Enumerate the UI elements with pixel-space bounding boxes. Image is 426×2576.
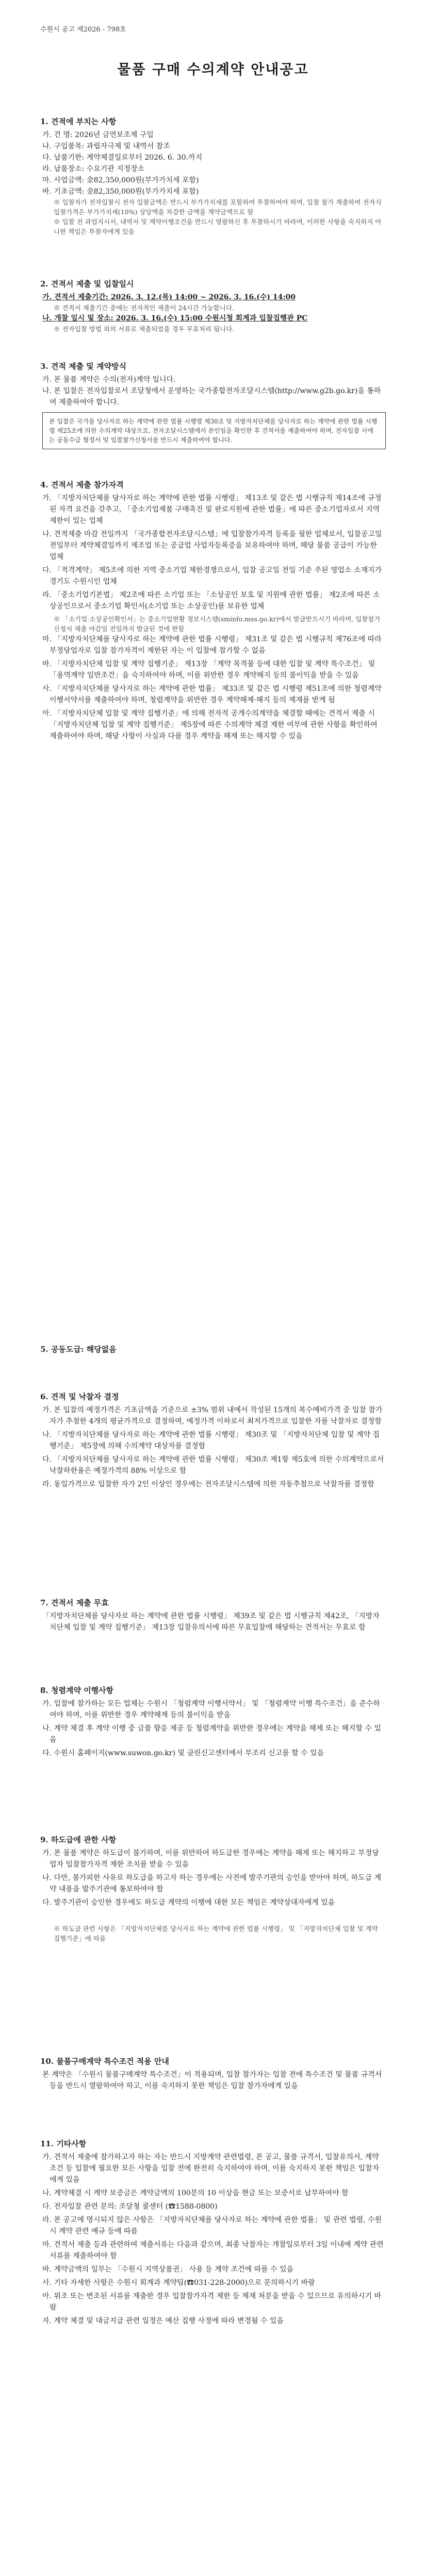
paragraph: 다. 수원시 홈페이지(www.suwon.go.kr) 및 클린신고센터에서 부조리 신고를 할 수 있음: [42, 1749, 324, 1757]
paragraph: 가. 입찰에 참가하는 모든 업체는 수원시 「청렴계약 이행서약서」 및 「청렴계약 이행 특수조건」을 준수하여야 하며, 이를 위반한 경우 계약해제 등의 불이익을 받음: [42, 1700, 380, 1719]
section-10: [40, 2056, 386, 2094]
paragraph: 다. 「지방자치단체를 당사자로 하는 계약에 관한 법률 시행령」 제30조 제1항 제5호에 의한 수의계약으로서 낙찰하한율은 예정가격의 88% 이상으로 함: [42, 1455, 384, 1475]
section-heading: 2. 견적서 제출 및 입찰일시: [40, 279, 134, 289]
paragraph: 본 계약은 「수원시 물품구매계약 특수조건」이 적용되며, 입찰 참가자는 입찰 전에 특수조건 및 물품 규격서 등을 반드시 열람하여야 하고, 이를 숙지하지 못한 책임은 입찰 참가자에게 있음: [42, 2071, 382, 2090]
paragraph: 아. 「지방자치단체 입찰 및 계약 집행기준」에 의해 전자적 공개수의계약을 체결할 때에는 견적서 제출 시 「지방자치단체 입찰 및 계약 집행기준」 제5장에 따른 수의계약 체결 제한 여부에 관한 사항을 확인하여 제출하여야 하며, 해당 사항이 사실과 다를 경우 계약을 해제 또는 해지할 수 있음: [42, 709, 378, 740]
opening-datetime: 나. 개찰 일시 및 장소: 2026. 3. 16.(수) 15:00 수원시청 회계과 입찰집행관 PC: [42, 314, 308, 323]
section-5: [40, 1344, 386, 1357]
section-heading: 10. 물품구매계약 특수조건 적용 안내: [40, 2057, 169, 2066]
paragraph: 사. 「지방자치단체를 당사자로 하는 계약에 관한 법률」 제33조 및 같은 법 시행령 제51조에 의한 청렴계약 이행서약서를 제출하여야 하며, 청렴계약을 위반한 경우 계약해제·해지 등의 제재를 받게 됨: [42, 685, 382, 704]
note-text: ※ 전자입찰 방법 외의 서류로 제출되었을 경우 무효처리 됩니다.: [54, 325, 235, 333]
section-4: [40, 479, 386, 744]
section-heading: 5. 공동도급: 해당없음: [40, 1345, 117, 1354]
paragraph: 사. 기타 자세한 사항은 수원시 회계과 계약팀(☎031-228-2000)으로 문의하시기 바람: [42, 2279, 315, 2287]
paragraph: 가. 견적서 제출에 참가하고자 하는 자는 반드시 지방계약 관련법령, 본 공고, 물품 규격서, 입찰유의서, 계약조건 등 입찰에 필요한 모든 사항을 입찰 전에 완전히 숙지하여야 하며, 이를 숙지하지 못한 책임은 입찰자에게 있음: [42, 2153, 380, 2184]
paragraph: 라. 동일가격으로 입찰한 자가 2인 이상인 경우에는 전자조달시스템에 의한 자동추첨으로 낙찰자를 결정함: [42, 1480, 374, 1488]
section-1: [40, 116, 386, 236]
section-11: [40, 2138, 386, 2329]
section-7: [40, 1597, 386, 1635]
section-6: [40, 1391, 386, 1492]
section-heading: 4. 견적서 제출 참가자격: [40, 480, 124, 489]
paragraph: 다. 「적격계약」 제5조에 의한 지역 중소기업 제한경쟁으로서, 입찰 공고일 전일 기준 주된 영업소 소재지가 경기도 수원시인 업체: [42, 566, 382, 586]
paragraph: 나. 계약 체결 후 계약 이행 중 금품 향응 제공 등 청렴계약을 위반한 경우에는 계약을 해제 또는 해지할 수 있음: [42, 1724, 382, 1744]
section-2: [40, 278, 386, 334]
note-text: ※ 입찰 전 과업지시서, 내역서 및 계약이행조건을 반드시 열람하신 후 투찰하시기 바라며, 이러한 사항을 숙지하지 아니한 책임은 투찰자에게 있음: [54, 218, 382, 235]
paragraph: 자. 계약 체결 및 대금지급 관련 일정은 예산 집행 사정에 따라 변경될 수 있음: [42, 2317, 284, 2325]
paragraph: 라. 본 공고에 명시되지 않은 사항은 「지방자치단체를 당사자로 하는 계약에 관한 법률」 및 관련 법령, 수원시 계약 관련 예규 등에 따름: [42, 2216, 382, 2235]
paragraph: 「지방자치단체를 당사자로 하는 계약에 관한 법률 시행령」 제39조 및 같은 법 시행규칙 제42조, 「지방자치단체 입찰 및 계약 집행기준」 제13장 입찰유의서에 따른 무효입찰에 해당하는 견적서는 무효로 함: [42, 1612, 380, 1632]
paragraph: 다. 전자입찰 관련 문의: 조달청 콜센터 (☎1588-0800): [42, 2202, 218, 2211]
section-3: [40, 361, 386, 452]
paragraph: 마. 견적서 제출 등과 관련하여 제출서류는 다음과 같으며, 최종 낙찰자는 개찰일로부터 3일 이내에 계약 관련 서류를 제출하여야 함: [42, 2241, 384, 2260]
section-8: [40, 1685, 386, 1761]
note-text: ※ 입찰자가 전자입찰시 전자 입찰금액은 반드시 부가가치세를 포함하여 투찰하여야 하며, 입찰 참가 제출하여 전자식 입찰가격은 부가가치세(10%) 상당액을 차감한 금액을 계약금액으로 함: [54, 198, 382, 216]
paragraph: 나. 견적제출 마감 전일까지 「국가종합전자조달시스템」에 입찰참가자격 등록을 필한 업체로서, 입찰공고일 전일부터 계약체결일까지 제조업 또는 공급업 사업자등록증을 보유하여야 하며, 해당 물품 공급이 가능한 업체: [42, 530, 382, 561]
paragraph: 나. 계약체결 시 계약 보증금은 계약금액의 100분의 10 이상을 현금 또는 보증서로 납부하여야 함: [42, 2189, 349, 2197]
note-text: ※ 「소기업·소상공인확인서」는 중소기업현황 정보시스템(sminfo.mss.go.kr)에서 발급받으시기 바라며, 입찰참가신청서 제출 마감일 전일까지 발급된 것에 한함: [54, 615, 381, 633]
section-heading: 6. 견적 및 낙찰자 결정: [40, 1392, 119, 1401]
paragraph: 가. 본 물품 계약은 하도급이 불가하며, 이를 위반하여 하도급한 경우에는 계약을 해제 또는 해지하고 부정당업자 입찰참가자격 제한 조치를 받을 수 있음: [42, 1849, 379, 1869]
list-item: 나. 본 입찰은 전자입찰로서 조달청에서 운영하는 국가종합전자조달시스템(http://www.g2b.go.kr)을 통하여 제출하여야 합니다.: [42, 387, 381, 406]
list-item: 마. 사업금액: 金82,350,000원(부가가치세 포함): [42, 176, 199, 184]
submission-period: 가. 견적서 제출기간: 2026. 3. 12.(목) 14:00 ~ 2026. 3. 16.(수) 14:00: [42, 293, 296, 301]
section-heading: 8. 청렴계약 이행사항: [40, 1686, 114, 1695]
section-heading: 9. 하도급에 관한 사항: [40, 1835, 117, 1844]
notice-box: 본 입찰은 국가를 당사자로 하는 계약에 관한 법률 시행령 제30조 및 지방자치단체를 당사자로 하는 계약에 관한 법률 시행령 제25조에 의한 수의계약 대상으로, 전자조달시스템에서 본인임을 확인한 후 견적서를 제출하여야 하며, 전자입찰 시에는 공동수급 협정서 및 입찰참가신청서를 반드시 제출하여야 합니다.: [42, 412, 386, 449]
section-heading: 7. 견적서 제출 무효: [40, 1598, 109, 1607]
list-item: 라. 납품장소: 수요기관 지정장소: [42, 165, 145, 173]
page-title: 물품 구매 수의계약 안내공고: [117, 62, 309, 78]
paragraph: 다. 발주기관이 승인한 경우에도 하도급 계약의 이행에 대한 모든 책임은 계약상대자에게 있음: [42, 1899, 335, 1907]
note-text: ※ 견적서 제출기간 중에는 전자적인 제출이 24시간 가능합니다.: [54, 304, 234, 312]
section-heading: 3. 견적 제출 및 계약방식: [40, 362, 126, 371]
note-text: ※ 하도급 관련 사항은 「지방자치단체를 당사자로 하는 계약에 관한 법률 시행령」 및 「지방자치단체 입찰 및 계약 집행기준」에 따름: [54, 1925, 378, 1942]
list-item: 다. 납품기한: 계약체결일로부터 2026. 6. 30.까지: [42, 154, 202, 162]
paragraph: 아. 위조 또는 변조된 서류를 제출한 경우 입찰참가자격 제한 등 제재 처분을 받을 수 있으므로 유의하시기 바람: [42, 2292, 382, 2312]
paragraph: 라. 「중소기업기본법」 제2조에 따른 소기업 또는 「소상공인 보호 및 지원에 관한 법률」 제2조에 따른 소상공인으로서 중소기업 확인서(소기업 또는 소상공인)를 보유한 업체: [42, 591, 380, 611]
section-9: [40, 1834, 386, 1943]
paragraph: 바. 계약금액의 일부는 「수원시 지역상품권」 사용 등 계약 조건에 따를 수 있음: [42, 2265, 294, 2274]
paragraph: 마. 「지방자치단체를 당사자로 하는 계약에 관한 법률 시행령」 제31조 및 같은 법 시행규칙 제76조에 따라 부정당업자로 입찰 참가자격이 제한된 자는 이 입찰에 참가할 수 없음: [42, 635, 382, 655]
paragraph: 나. 다만, 불가피한 사유로 하도급을 하고자 하는 경우에는 사전에 발주기관의 승인을 받아야 하며, 하도급 계약 내용을 발주기관에 통보하여야 함: [42, 1874, 382, 1893]
paragraph: 바. 「지방자치단체 입찰 및 계약 집행기준」 제13장 「계약 목적물 등에 대한 입찰 및 계약 특수조건」 및 「용역계약 일반조건」을 숙지하여야 하며, 이를 위반한 경우 계약해지 등의 불이익을 받을 수 있음: [42, 660, 375, 680]
list-item: 바. 기초금액: 金82,350,000원(부가가치세 포함): [42, 188, 199, 196]
paragraph: 가. 「지방자치단체를 당사자로 하는 계약에 관한 법률 시행령」 제13조 및 같은 법 시행규칙 제14조에 규정된 자격 요건을 갖추고, 「중소기업제품 구매촉진 및 판로지원에 관한 법률」에 따른 중소기업자로서 지역 제한이 있는 업체: [42, 494, 382, 525]
notice-number: 수원시 공고 제2026 - 798호: [40, 26, 126, 33]
section-heading: 1. 견적에 부치는 사항: [40, 117, 117, 126]
list-item: 가. 건 명: 2026년 금연보조제 구입: [42, 131, 154, 139]
section-heading: 11. 기타사항: [40, 2139, 87, 2148]
list-item: 가. 본 물품 계약은 수의(전자)계약 입니다.: [42, 376, 176, 384]
paragraph: 나. 「지방자치단체를 당사자로 하는 계약에 관한 법률 시행령」 제30조 및 「지방자치단체 입찰 및 계약 집행기준」 제5장에 의해 수의계약 대상자를 결정함: [42, 1431, 380, 1450]
list-item: 나. 구입품목: 과립자극제 및 내역서 참조: [42, 142, 170, 150]
paragraph: 가. 본 입찰의 예정가격은 기초금액을 기준으로 ±3% 범위 내에서 작성된 15개의 복수예비가격 중 입찰 참가자가 추첨한 4개의 평균가격으로 결정하며, 예정가격 이하로서 최저가격으로 입찰한 자를 낙찰자로 결정함: [42, 1406, 383, 1426]
